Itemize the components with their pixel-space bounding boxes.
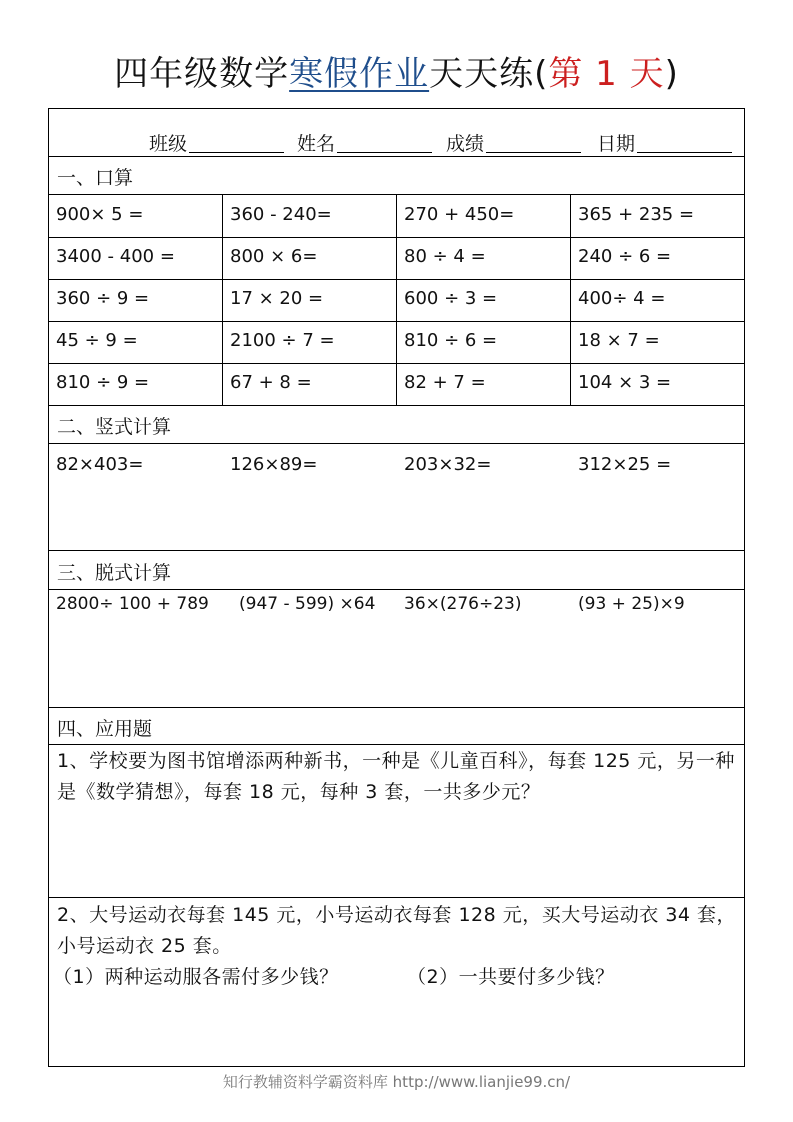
- section-word-header: [49, 708, 744, 745]
- name-field: [297, 129, 432, 156]
- score-label: 成绩: [446, 133, 485, 155]
- footer-watermark: 知行教辅资料学霸资料库 http://www.lianjie99.cn/: [222, 1073, 571, 1091]
- section-vertical-body: [49, 444, 744, 551]
- oral-cell: 360 ÷ 9 =: [56, 288, 150, 309]
- oral-cell: 800 × 6=: [230, 246, 318, 267]
- title-close: ): [664, 54, 679, 94]
- date-label: 日期: [597, 133, 636, 155]
- word-problem-2: [49, 898, 744, 1066]
- section-stepwise-title: 三、脱式计算: [57, 562, 172, 584]
- word-problem-2-q2: （2）一共要付多少钱？: [407, 966, 615, 988]
- oral-cell: 810 ÷ 9 =: [56, 372, 150, 393]
- title-daily: 天天练(: [429, 54, 549, 94]
- section-vertical-title: 二、竖式计算: [57, 416, 172, 438]
- date-field: [597, 129, 732, 156]
- oral-cell: 810 ÷ 6 =: [404, 330, 498, 351]
- oral-cell: 600 ÷ 3 =: [404, 288, 498, 309]
- oral-cell: 104 × 3 =: [578, 372, 672, 393]
- oral-cell: 82 + 7 =: [404, 372, 486, 393]
- class-label: 班级: [149, 133, 188, 155]
- word-problem-2-text: 2、大号运动衣每套 145 元，小号运动衣每套 128 元，买大号运动衣 34 套，小号运动衣 25 套。: [57, 904, 737, 957]
- oral-cell: 67 + 8 =: [230, 372, 312, 393]
- word-problem-1-text: 1、学校要为图书馆增添两种新书，一种是《儿童百科》，每套 125 元，另一种是《数学猜想》，每套 18 元，每种 3 套，一共多少元？: [57, 750, 735, 803]
- oral-grid: [49, 195, 744, 406]
- stepwise-expression: (947 - 599) ×64: [239, 594, 376, 614]
- oral-cell: 360 - 240=: [230, 204, 332, 225]
- oral-cell: 45 ÷ 9 =: [56, 330, 138, 351]
- title-day-number: 第 1 天: [548, 54, 665, 94]
- oral-cell: 270 + 450=: [404, 204, 515, 225]
- oral-cell: 17 × 20 =: [230, 288, 324, 309]
- word-problem-1: [49, 745, 744, 898]
- vertical-expression: 203×32=: [404, 454, 492, 475]
- vertical-expression: 82×403=: [56, 454, 144, 475]
- oral-cell: 3400 - 400 =: [56, 246, 175, 267]
- oral-cell: 2100 ÷ 7 =: [230, 330, 335, 351]
- vertical-expression: 126×89=: [230, 454, 318, 475]
- oral-cell: 80 ÷ 4 =: [404, 246, 486, 267]
- class-blank[interactable]: [189, 134, 284, 153]
- vertical-expression: 312×25 =: [578, 454, 672, 475]
- oral-cell: 365 + 235 =: [578, 204, 695, 225]
- oral-cell: 900× 5 =: [56, 204, 144, 225]
- oral-cell: 18 × 7 =: [578, 330, 660, 351]
- section-stepwise-body: [49, 590, 744, 708]
- section-oral-header: [49, 157, 744, 195]
- oral-cell: 240 ÷ 6 =: [578, 246, 672, 267]
- page-title: [0, 50, 793, 98]
- stepwise-expression: 2800÷ 100 + 789: [56, 594, 209, 614]
- section-stepwise-header: [49, 551, 744, 590]
- stepwise-expression: 36×(276÷23): [404, 594, 522, 614]
- score-field: [446, 129, 581, 156]
- name-blank[interactable]: [337, 134, 432, 153]
- title-grade: 四年级数学: [114, 54, 290, 94]
- section-oral-title: 一、口算: [57, 167, 134, 189]
- score-blank[interactable]: [486, 134, 581, 153]
- title-highlight: 寒假作业: [289, 54, 430, 94]
- stepwise-expression: (93 + 25)×9: [578, 594, 685, 614]
- info-row: [49, 109, 744, 157]
- worksheet-frame: [48, 108, 745, 1067]
- section-word-title: 四、应用题: [57, 718, 153, 740]
- word-problem-2-q1: （1）两种运动服各需付多少钱？: [53, 966, 339, 988]
- name-label: 姓名: [297, 133, 336, 155]
- date-blank[interactable]: [637, 134, 732, 153]
- section-vertical-header: [49, 406, 744, 444]
- oral-cell: 400÷ 4 =: [578, 288, 666, 309]
- class-field: [149, 129, 284, 156]
